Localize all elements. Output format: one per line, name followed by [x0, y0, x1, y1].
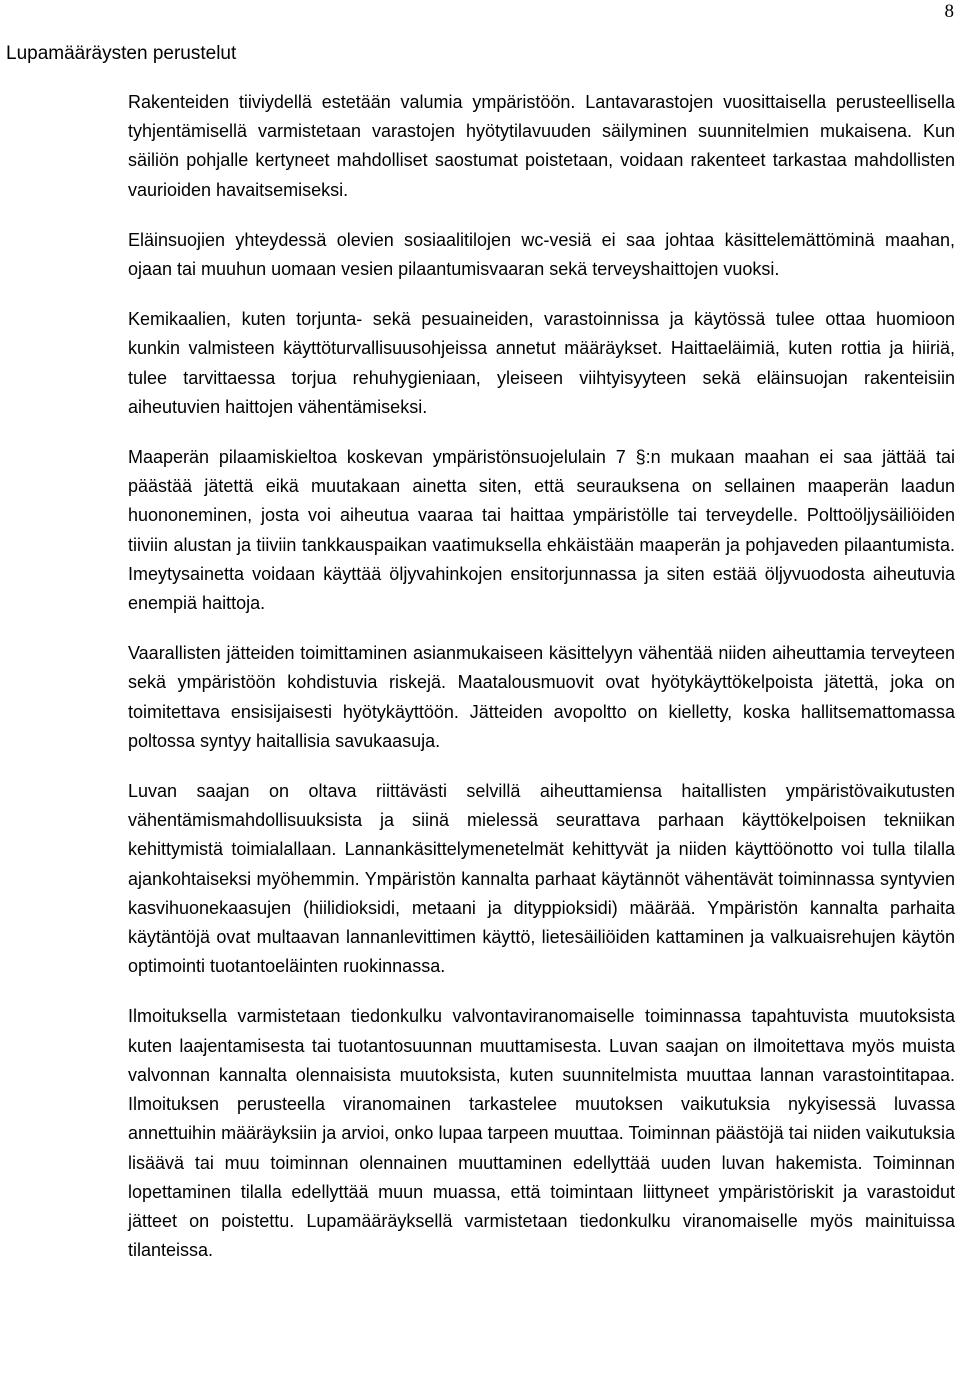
page-number: 8: [944, 1, 954, 22]
paragraph-hazardous-waste: Vaarallisten jätteiden toimittaminen asianmukaiseen käsittelyyn vähentää niiden aiheuttamia terveyteen sekä ympäristöön kohdistuvia riskejä. Maatalousmuovit ovat hyötykäyttökelpoista jätettä, joka on toimitettava ensisijaisesti hyötykäyttöön. Jätteiden avopoltto on kielletty, koska hallitsemattomassa poltossa syntyy haitallisia savukaasuja.: [128, 643, 955, 751]
paragraph-wastewater: Eläinsuojien yhteydessä olevien sosiaalitilojen wc-vesiä ei saa johtaa käsittelemättöminä maahan, ojaan tai muuhun uomaan vesien pilaantumisvaaran sekä terveyshaittojen vuoksi.: [128, 229, 955, 280]
paragraph-soil-protection: Maaperän pilaamiskieltoa koskevan ympäristönsuojelulain 7 §:n mukaan maahan ei saa jättää tai päästää jätettä eikä muutakaan ainetta siten, että seurauksena on sellainen maaperän laadun huononeminen, josta voi aiheutua vaaraa tai haittaa ympäristölle tai terveydelle. Polttoöljysäiliöiden tiiviin alustan ja tiiviin tankkauspaikan vaatimuksella ehkäistään maaperän ja pohjaveden pilaantumista. Imeytysainetta voidaan käyttää öljyvahinkojen ensitorjunnassa ja siten estää öljyvuodosta aiheutuvia enempiä haittoja.: [128, 447, 955, 614]
paragraph-chemicals: Kemikaalien, kuten torjunta- sekä pesuaineiden, varastoinnissa ja käytössä tulee ottaa huomioon kunkin valmisteen käyttöturvallisuusohjeissa annetut määräykset. Haittaeläimiä, kuten rottia ja hiiriä, tulee tarvittaessa torjua rehuhygieniaan, yleiseen viihtyisyyteen sekä eläinsuojan rakenteisiin aiheutuvien haittojen vähentämiseksi.: [128, 309, 955, 417]
section-title: Lupamääräysten perustelut: [6, 43, 237, 64]
paragraph-best-practices: Luvan saajan on oltava riittävästi selvillä aiheuttamiensa haitallisten ympäristövaikutusten vähentämismahdollisuuksista ja siinä mielessä seurattava parhaan käyttökelpoisen tekniikan kehittymistä toimialallaan. Lannankäsittelymenetelmät kehittyvät ja niiden käyttöönotto voi tulla tilalla ajankohtaiseksi myöhemmin. Ympäristön kannalta parhaat käytännöt vähentävät toiminnassa syntyvien kasvihuonekaasujen (hiilidioksidi, metaani ja dityppioksidi) määrää. Ympäristön kannalta parhaita käytäntöjä ovat multaavan lannanlevittimen käyttö, lietesäiliöiden kattaminen ja valkuaisrehujen käytön optimointi tuotantoeläinten ruokinnassa.: [128, 781, 955, 977]
document-body: [128, 88, 955, 1286]
paragraph-notification: Ilmoituksella varmistetaan tiedonkulku valvontaviranomaiselle toiminnassa tapahtuvista muutoksista kuten laajentamisesta tai tuotantosuunnan muuttamisesta. Luvan saajan on ilmoitettava myös muista valvonnan kannalta olennaisista muutoksista, kuten suunnitelmista muuttaa lannan varastointitapaa. Ilmoituksen perusteella viranomainen tarkastelee muutoksen vaikutuksia nykyisessä luvassa annettuihin määräyksiin ja arvioi, onko lupaa tarpeen muuttaa. Toiminnan päästöjä tai niiden vaikutuksia lisäävä tai muu toiminnan olennainen muuttaminen edellyttää uuden luvan hakemista. Toiminnan lopettaminen tilalla edellyttää muun muassa, että toimintaan liittyneet ympäristöriskit ja varastoidut jätteet on poistettu. Lupamääräyksellä varmistetaan tiedonkulku viranomaiselle myös mainituissa tilanteissa.: [128, 1006, 955, 1261]
paragraph-structures: Rakenteiden tiiviydellä estetään valumia ympäristöön. Lantavarastojen vuosittaisella perusteellisella tyhjentämisellä varmistetaan varastojen hyötytilavuuden säilyminen suunnitelmien mukaisena. Kun säiliön pohjalle kertyneet mahdolliset saostumat poistetaan, voidaan rakenteet tarkastaa mahdollisten vaurioiden havaitsemiseksi.: [128, 92, 955, 200]
